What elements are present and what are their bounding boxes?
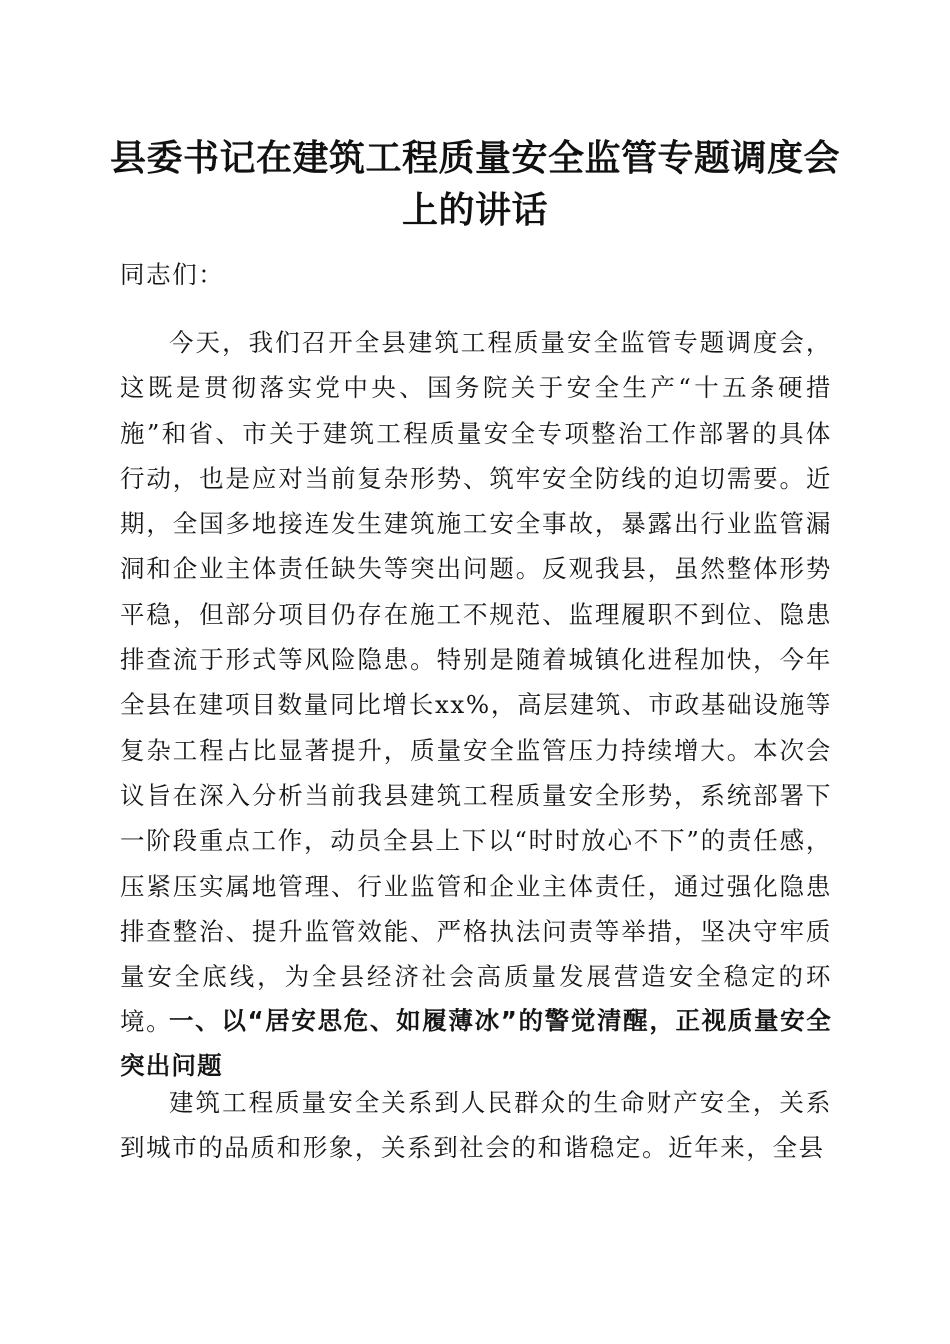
salutation: 同志们： [120, 260, 225, 289]
section-heading: 一、以“居安思危、如履薄冰”的警觉清醒，正视质量安全突出问题 [120, 1006, 832, 1081]
section-paragraph: 建筑工程质量安全关系到人民群众的生命财产安全，关系到城市的品质和形象，关系到社会的和谐稳定。近年来，全县 [120, 1088, 832, 1163]
document-title: 县委书记在建筑工程质量安全监管专题调度会上的讲话 [109, 137, 840, 231]
intro-paragraph: 今天，我们召开全县建筑工程质量安全监管专题调度会，这既是贯彻落实党中央、国务院关于安全生产“十五条硬措施”和省、市关于建筑工程质量安全专项整治工作部署的具体行动，也是应对当前复杂形势、筑牢安全防线的迫切需要。近期，全国多地接连发生建筑施工安全事故，暴露出行业监管漏洞和企业主体责任缺失等突出问题。反观我县，虽然整体形势平稳，但部分项目仍存在施工不规范、监理履职不到位、隐患排查流于形式等风险隐患。特别是随着城镇化进程加快，今年全县在建项目数量同比增长xx%，高层建筑、市政基础设施等复杂工程占比显著提升，质量安全监管压力持续增大。本次会议旨在深入分析当前我县建筑工程质量安全形势，系统部署下一阶段重点工作，动员全县上下以“时时放心不下”的责任感，压紧压实属地管理、行业监管和企业主体责任，通过强化隐患排查整治、提升监管效能、严格执法问责等举措，坚决守牢质量安全底线，为全县经济社会高质量发展营造安全稳定的环境。 [120, 328, 832, 1037]
